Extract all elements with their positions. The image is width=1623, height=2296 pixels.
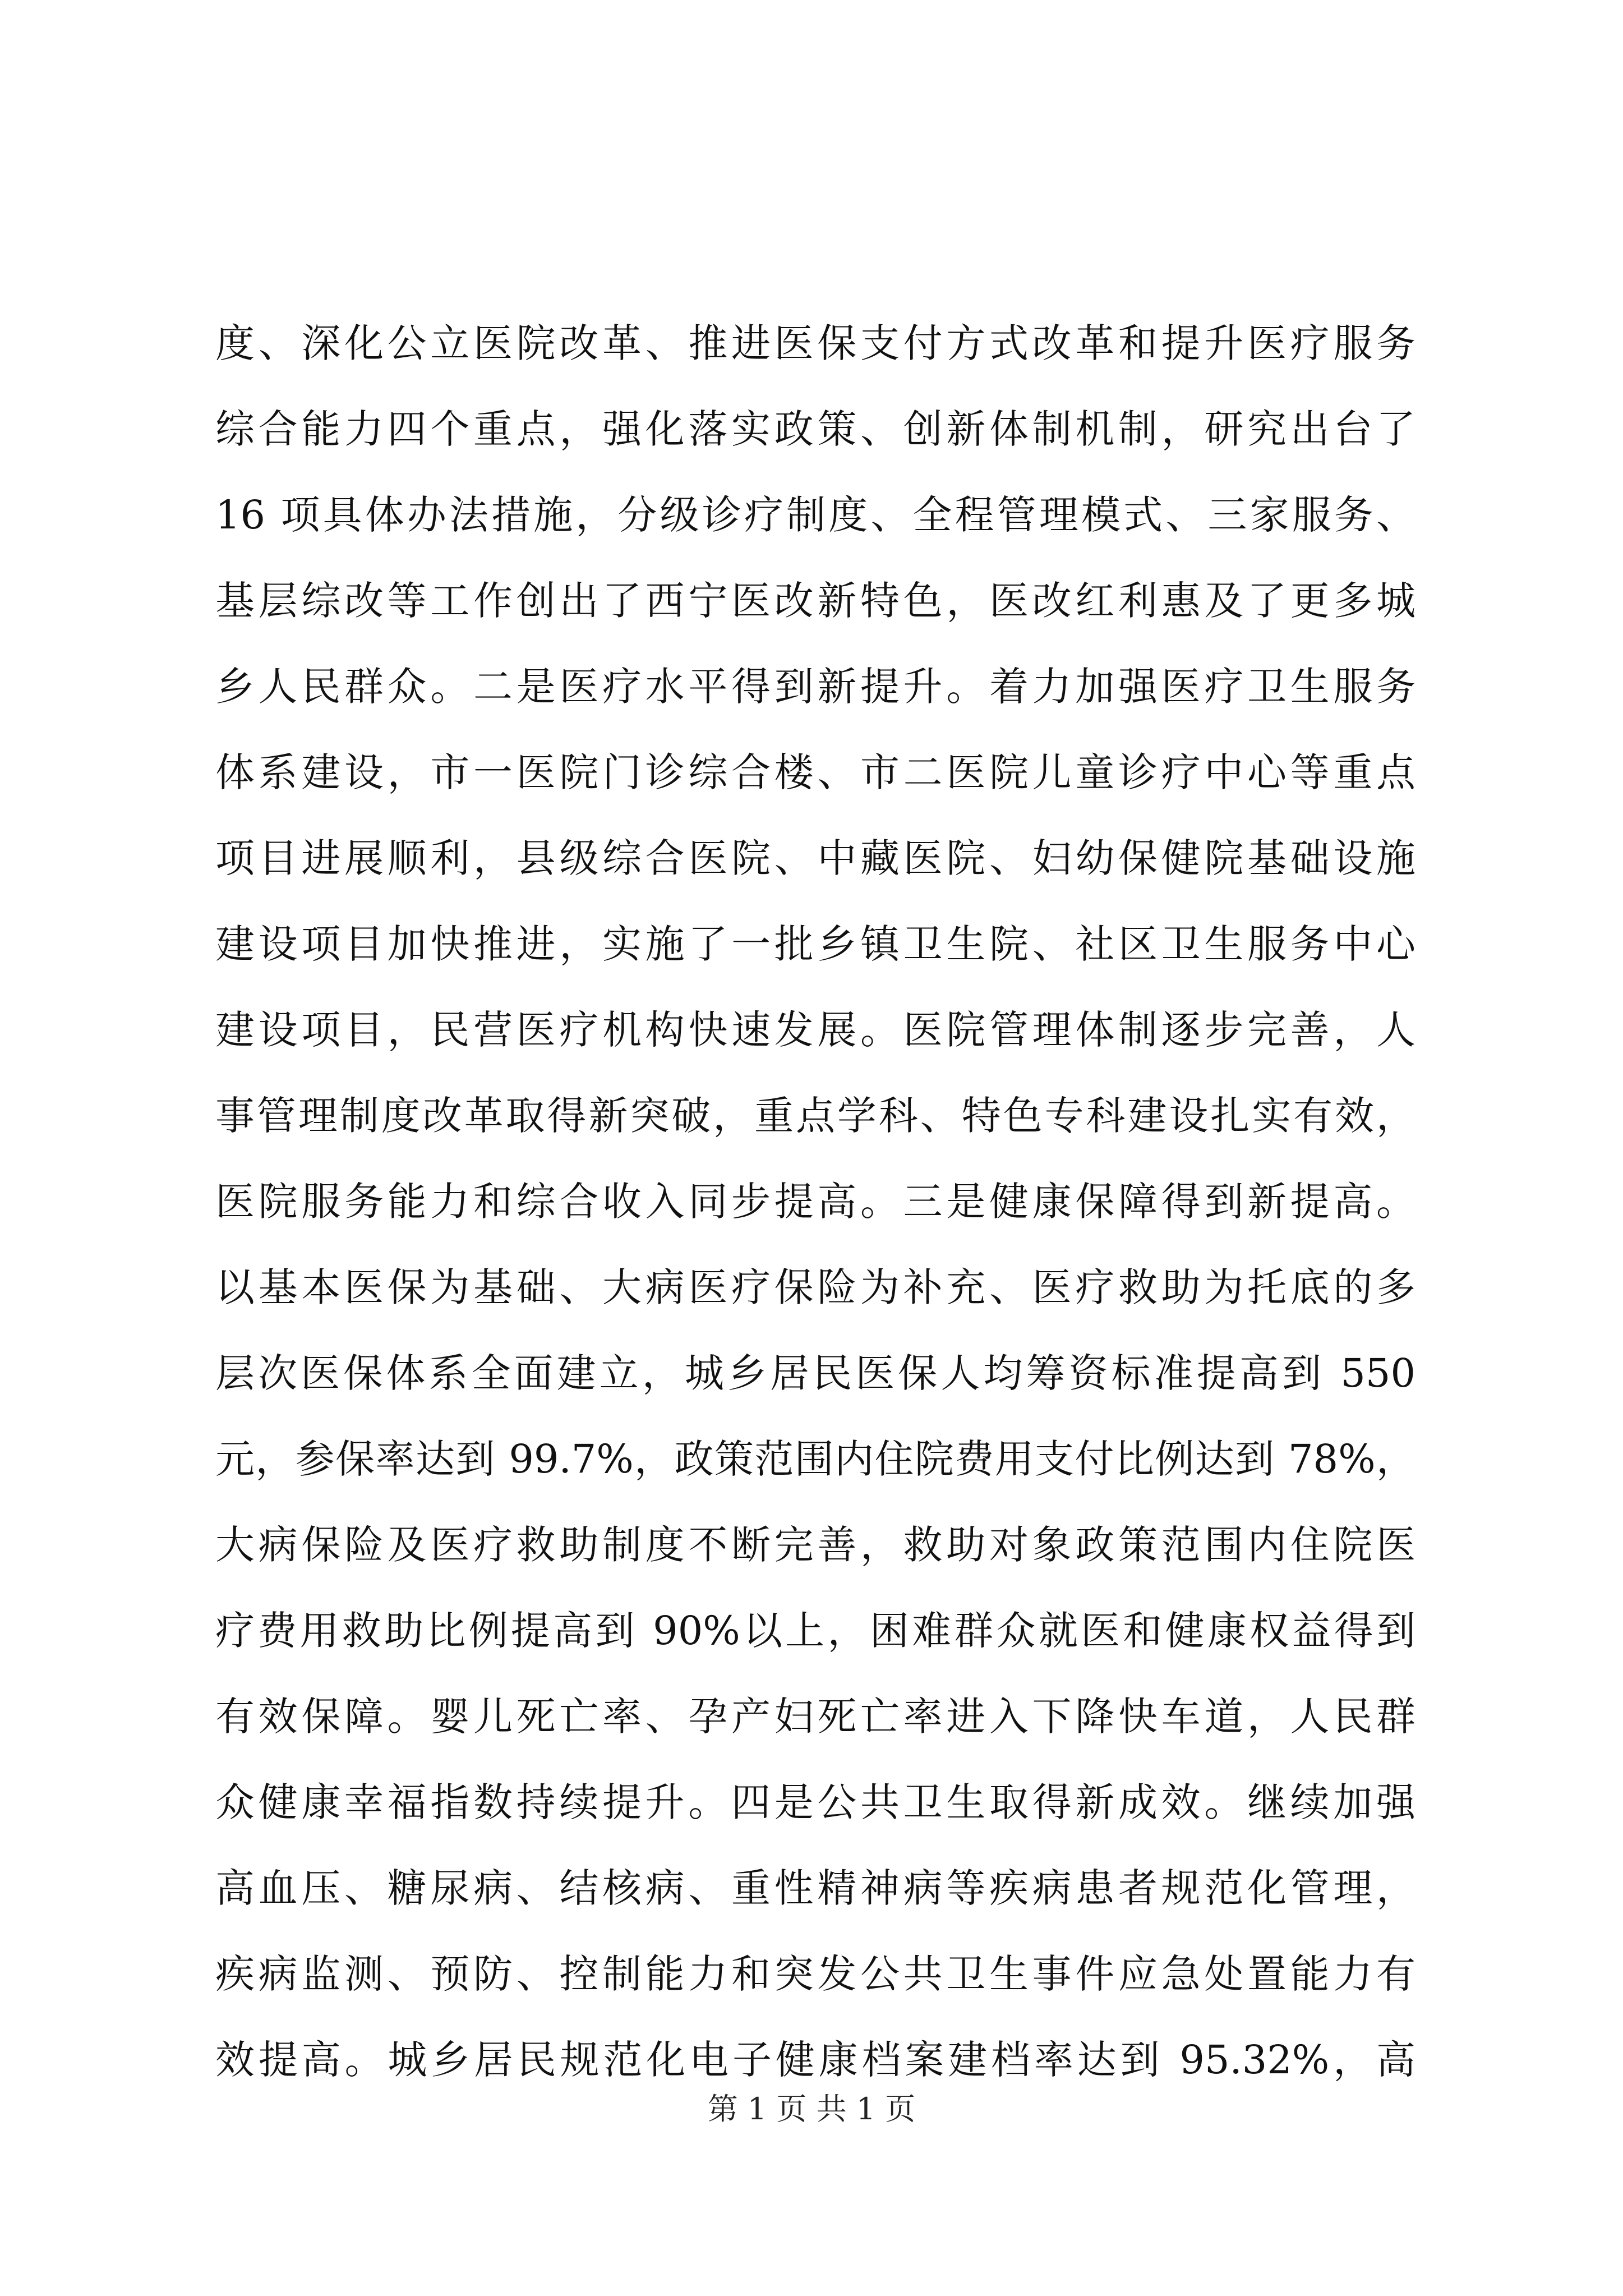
text-line: 事管理制度改革取得新突破，重点学科、特色专科建设扎实有效， [215,1093,1415,1139]
text-line: 效提高。城乡居民规范化电子健康档案建档率达到 95.32%，高 [215,2037,1415,2083]
text-line: 基层综改等工作创出了西宁医改新特色，医改红利惠及了更多城 [215,578,1415,624]
text-line: 疾病监测、预防、控制能力和突发公共卫生事件应急处置能力有 [215,1951,1415,1997]
text-line: 项目进展顺利，县级综合医院、中藏医院、妇幼保健院基础设施 [215,835,1415,881]
text-line: 综合能力四个重点，强化落实政策、创新体制机制，研究出台了 [215,406,1415,452]
text-line: 度、深化公立医院改革、推进医保支付方式改革和提升医疗服务 [215,320,1415,366]
text-line: 高血压、糖尿病、结核病、重性精神病等疾病患者规范化管理， [215,1865,1415,1911]
text-line: 医院服务能力和综合收入同步提高。三是健康保障得到新提高。 [215,1179,1415,1225]
text-line: 以基本医保为基础、大病医疗保险为补充、医疗救助为托底的多 [215,1264,1415,1310]
text-line: 有效保障。婴儿死亡率、孕产妇死亡率进入下降快车道，人民群 [215,1694,1415,1740]
text-line: 疗费用救助比例提高到 90%以上，困难群众就医和健康权益得到 [215,1608,1415,1654]
page-footer: 第 1 页 共 1 页 [707,2091,916,2127]
text-line: 元，参保率达到 99.7%，政策范围内住院费用支付比例达到 78%， [215,1436,1415,1482]
body-text [215,301,1415,2103]
text-line: 16 项具体办法措施，分级诊疗制度、全程管理模式、三家服务、 [215,492,1415,538]
text-line: 大病保险及医疗救助制度不断完善，救助对象政策范围内住院医 [215,1522,1415,1568]
text-line: 建设项目加快推进，实施了一批乡镇卫生院、社区卫生服务中心 [215,921,1415,967]
text-line: 体系建设，市一医院门诊综合楼、市二医院儿童诊疗中心等重点 [215,749,1415,795]
text-line: 乡人民群众。二是医疗水平得到新提升。着力加强医疗卫生服务 [215,664,1415,710]
text-line: 层次医保体系全面建立，城乡居民医保人均筹资标准提高到 550 [215,1350,1415,1396]
text-line: 众健康幸福指数持续提升。四是公共卫生取得新成效。继续加强 [215,1779,1415,1825]
text-line: 建设项目，民营医疗机构快速发展。医院管理体制逐步完善，人 [215,1007,1415,1053]
